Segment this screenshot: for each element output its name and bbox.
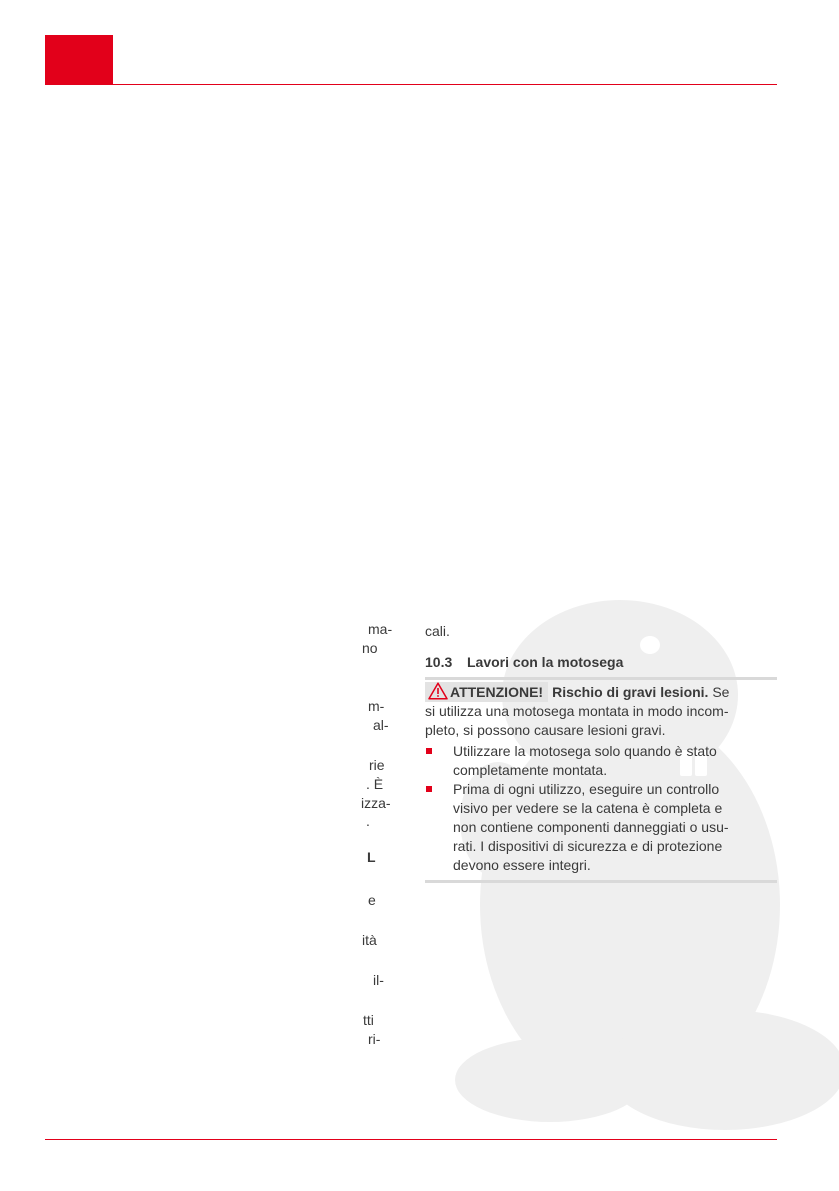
bullet-2-line-5: devono essere integri.: [453, 857, 591, 873]
left-fragment-9: L: [367, 849, 376, 865]
left-fragment-14: ri-: [368, 1031, 381, 1047]
warning-triangle-icon: [428, 682, 448, 700]
left-fragment-3: m-: [368, 698, 385, 714]
header-color-block: [45, 35, 113, 85]
footer-rule: [45, 1139, 777, 1140]
warning-body-start: Se: [712, 684, 730, 700]
bullet-1-line-2: completamente montata.: [453, 762, 608, 778]
bullet-2-line-4: rati. I dispositivi di sicurezza e di protezione: [453, 838, 723, 854]
left-fragment-4: al-: [373, 717, 389, 733]
left-fragment-6: . È: [366, 776, 384, 792]
bullet-2-line-1: Prima di ogni utilizzo, eseguire un controllo: [453, 781, 720, 797]
left-fragment-8: .: [366, 813, 370, 829]
left-fragment-13: tti: [363, 1012, 374, 1028]
bullet-square-icon: [426, 786, 432, 792]
list-item: [425, 742, 777, 780]
warning-label-text: ATTENZIONE!: [450, 684, 544, 700]
warning-label: [425, 682, 548, 702]
left-fragment-5: rie: [369, 757, 385, 773]
left-fragment-1: ma-: [368, 621, 393, 637]
bullet-2-line-2: visivo per vedere se la catena è completa e: [453, 800, 723, 816]
warning-instructions-list: [425, 742, 777, 875]
bullet-1-line-1: Utilizzare la motosega solo quando è stato: [453, 743, 717, 759]
left-fragment-12: il-: [373, 972, 384, 988]
bullet-square-icon: [426, 748, 432, 754]
warning-body-line-1: si utilizza una motosega montata in modo incom-: [425, 703, 729, 719]
section-title: Lavori con la motosega: [467, 654, 624, 670]
warning-first-line: [425, 682, 777, 702]
left-fragment-10: e: [368, 892, 376, 908]
section-heading: [425, 653, 777, 672]
warning-headline: Rischio di gravi lesioni.: [552, 684, 709, 700]
continued-text: cali.: [425, 623, 450, 639]
left-fragment-2: no: [362, 640, 378, 656]
bullet-2-line-3: non contiene componenti danneggiati o usu-: [453, 819, 729, 835]
warning-box: [425, 677, 777, 883]
list-item: [425, 780, 777, 875]
warning-body-line-2: pleto, si possono causare lesioni gravi.: [425, 722, 666, 738]
section-number: 10.3: [425, 654, 453, 670]
left-fragment-11: ità: [362, 932, 377, 948]
left-fragment-7: izza-: [361, 795, 391, 811]
header-rule: [45, 84, 777, 85]
